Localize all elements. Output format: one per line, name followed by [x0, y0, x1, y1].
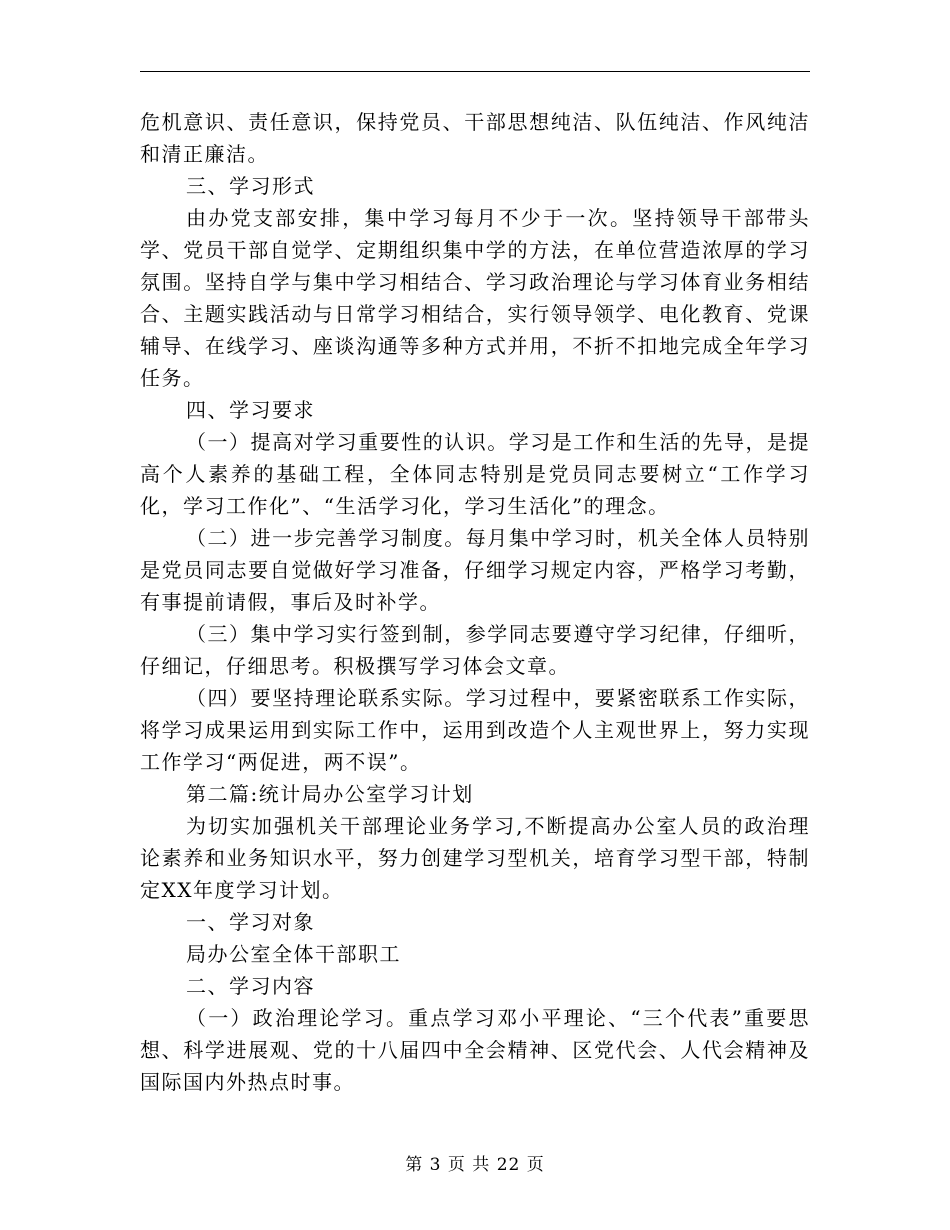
- paragraph: （一）政治理论学习。重点学习邓小平理论、“三个代表”重要思想、科学进展观、党的十八届四中全会精神、区党代会、人代会精神及国际国内外热点时事。: [140, 1006, 810, 1094]
- paragraph: （一）提高对学习重要性的认识。学习是工作和生活的先导，是提高个人素养的基础工程，全体同志特别是党员同志要树立“工作学习化，学习工作化”、“生活学习化，学习生活化”的理念。: [140, 430, 810, 518]
- paragraph: 由办党支部安排，集中学习每月不少于一次。坚持领导干部带头学、党员干部自觉学、定期组织集中学的方法，在单位营造浓厚的学习氛围。坚持自学与集中学习相结合、学习政治理论与学习体育业务相结合、主题实践活动与日常学习相结合，实行领导领学、电化教育、党课辅导、在线学习、座谈沟通等多种方式并用，不折不扣地完成全年学习任务。: [140, 206, 810, 390]
- paragraph: 为切实加强机关干部理论业务学习,不断提高办公室人员的政治理论素养和业务知识水平，努力创建学习型机关，培育学习型干部，特制定XX年度学习计划。: [140, 814, 810, 902]
- section-heading: 三、学习形式: [186, 174, 315, 198]
- paragraph: （四）要坚持理论联系实际。学习过程中，要紧密联系工作实际，将学习成果运用到实际工作中，运用到改造个人主观世界上，努力实现工作学习“两促进，两不误”。: [140, 686, 810, 774]
- section-heading: 四、学习要求: [186, 398, 315, 422]
- paragraph: （二）进一步完善学习制度。每月集中学习时，机关全体人员特别是党员同志要自觉做好学习准备，仔细学习规定内容，严格学习考勤，有事提前请假，事后及时补学。: [140, 526, 810, 614]
- header-rule: [140, 71, 810, 72]
- chapter-heading: 第二篇:统计局办公室学习计划: [186, 782, 474, 806]
- paragraph: （三）集中学习实行签到制，参学同志要遵守学习纪律，仔细听，仔细记，仔细思考。积极撰写学习体会文章。: [140, 622, 810, 678]
- document-body: [140, 106, 810, 1098]
- paragraph: 局办公室全体干部职工: [186, 942, 401, 966]
- section-heading: 一、学习对象: [186, 910, 315, 934]
- paragraph: 危机意识、责任意识，保持党员、干部思想纯洁、队伍纯洁、作风纯洁和清正廉洁。: [140, 110, 810, 166]
- page-number: 第 3 页 共 22 页: [405, 1155, 545, 1175]
- section-heading: 二、学习内容: [186, 974, 315, 998]
